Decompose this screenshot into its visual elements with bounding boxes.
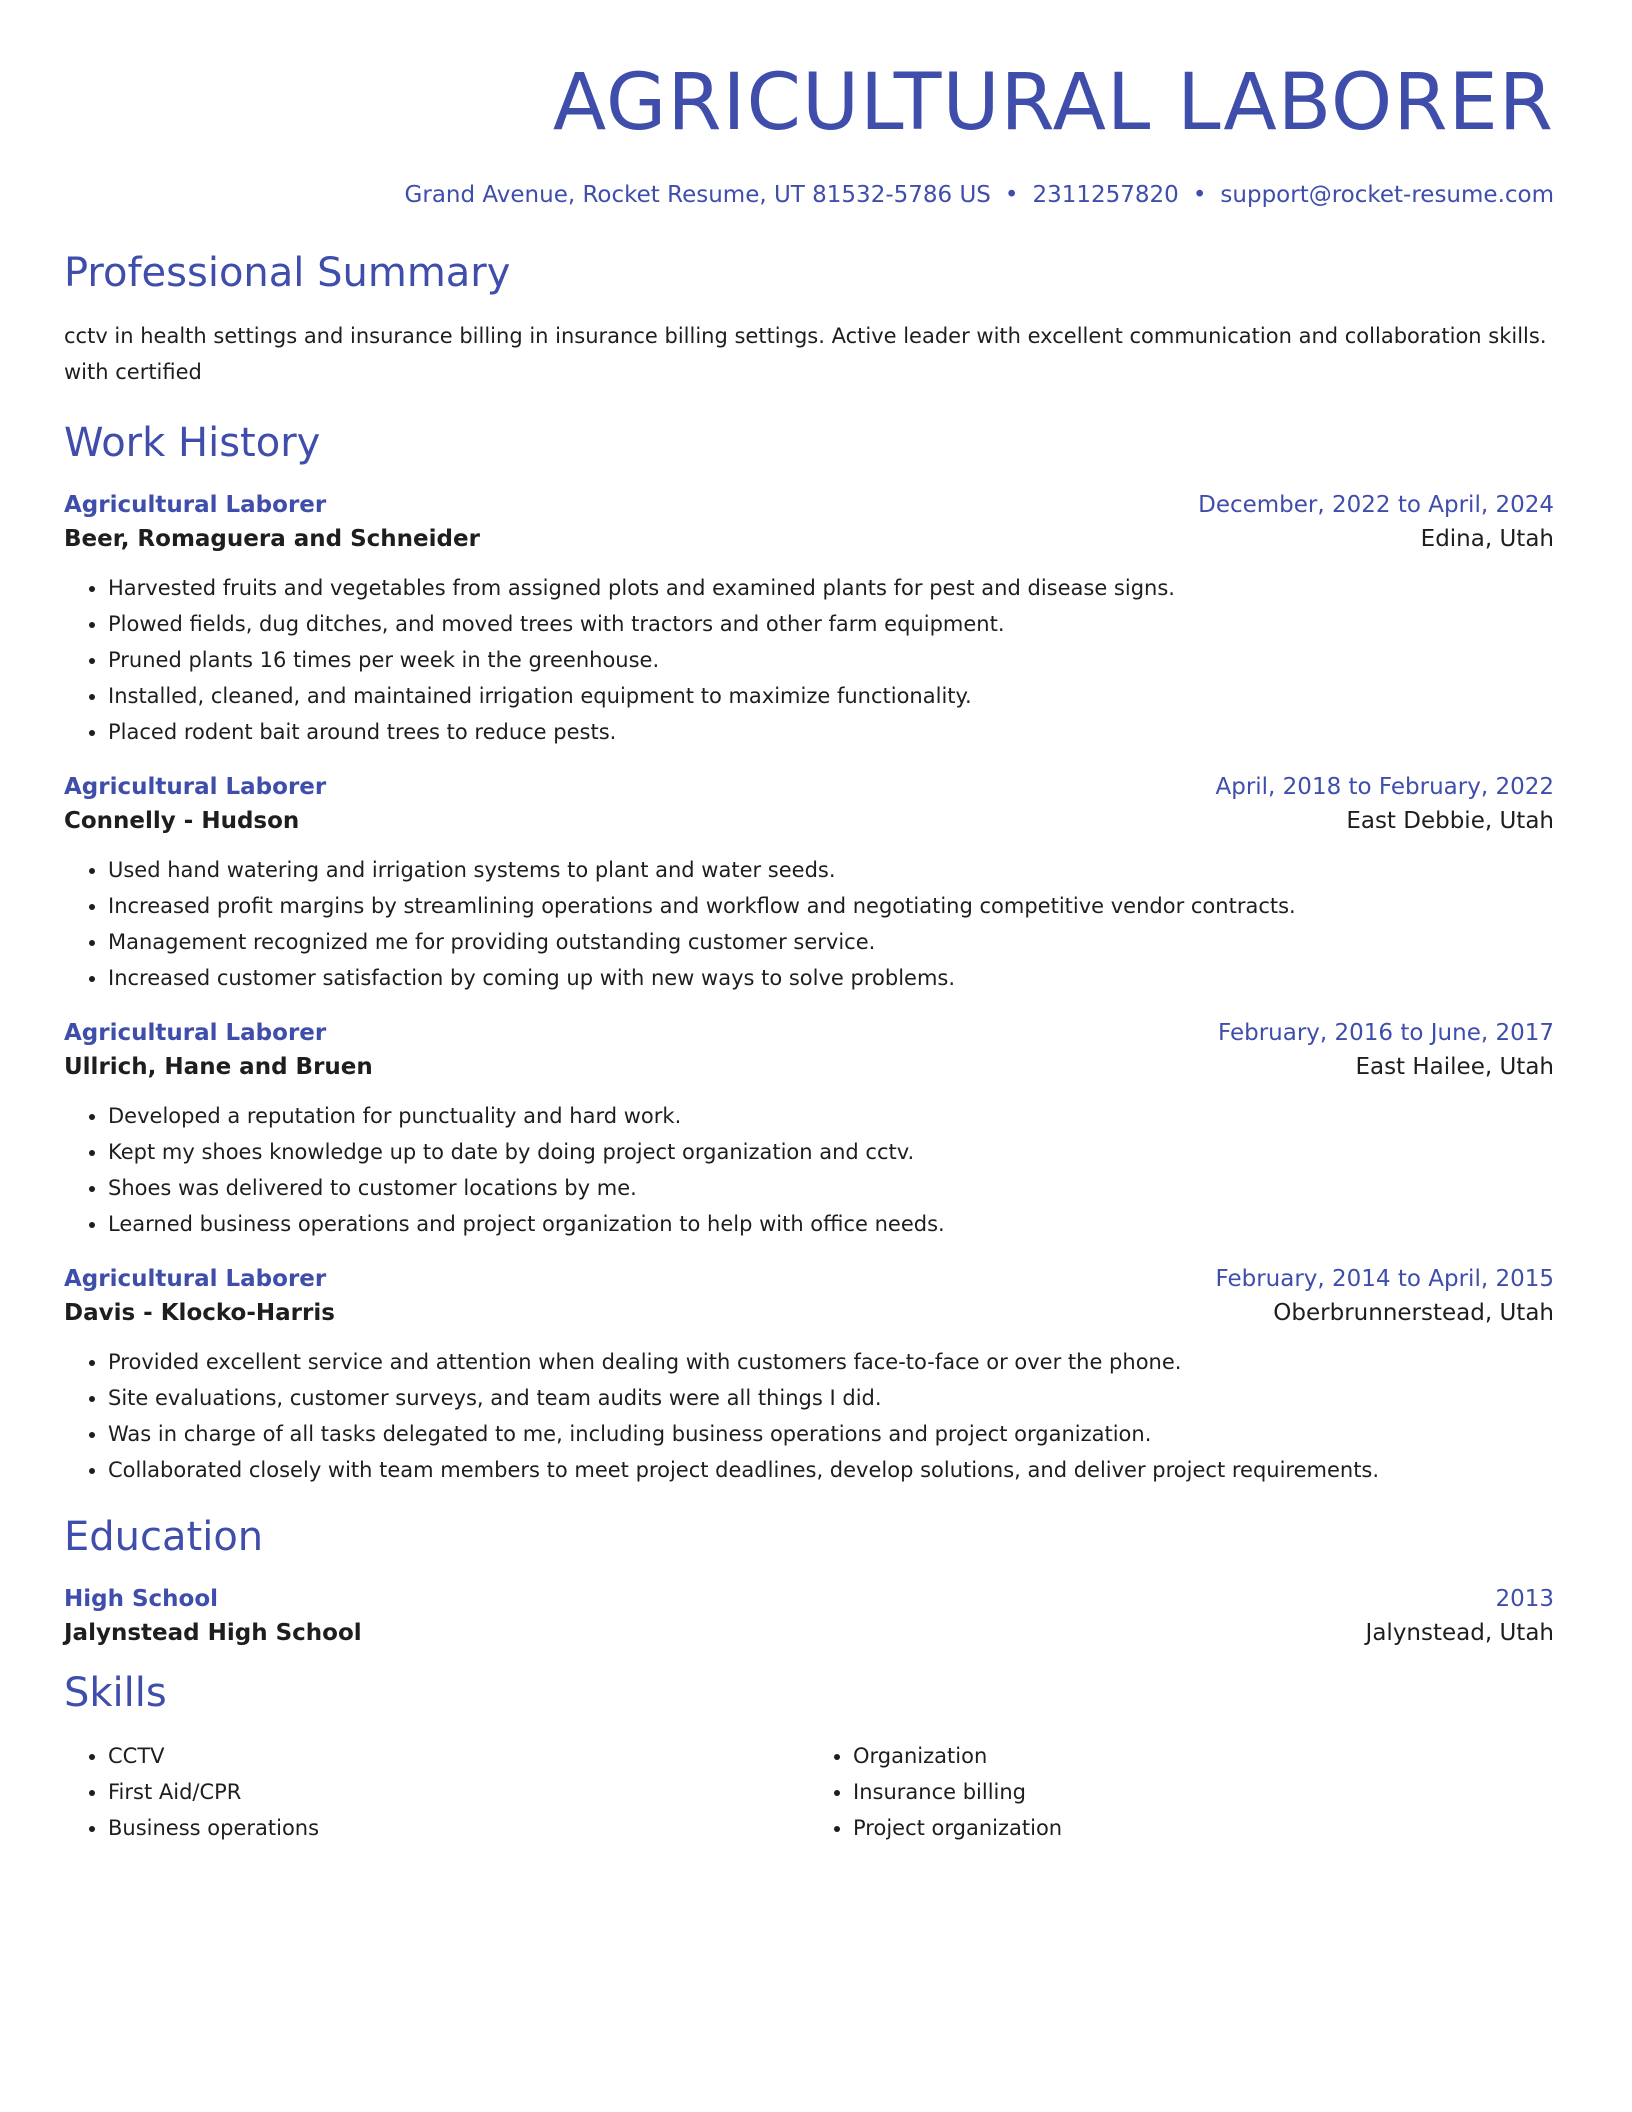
job-entry <box>64 1266 1554 1488</box>
education-year: 2013 <box>1495 1586 1554 1612</box>
job-bullet: • Collaborated closely with team members to meet project deadlines, develop solutions, and deliver project requirements. <box>108 1452 1554 1488</box>
job-header-row <box>64 492 1554 518</box>
contact-address: Grand Avenue, Rocket Resume, UT 81532-5786 US <box>404 182 991 208</box>
candidate-name: AGRICULTURAL LABORER <box>552 58 1554 148</box>
job-bullet: • Learned business operations and project organization to help with office needs. <box>108 1206 1554 1242</box>
job-bullet: • Increased customer satisfaction by coming up with new ways to solve problems. <box>108 960 1554 996</box>
job-bullet: • Used hand watering and irrigation systems to plant and water seeds. <box>108 852 1554 888</box>
job-bullet: • Installed, cleaned, and maintained irrigation equipment to maximize functionality. <box>108 678 1554 714</box>
job-location: East Hailee, Utah <box>1355 1054 1554 1080</box>
work-history-list <box>64 492 1554 1488</box>
contact-separator: • <box>1192 182 1207 208</box>
job-header-row <box>64 1020 1554 1046</box>
summary-text: cctv in health settings and insurance billing in insurance billing settings. Active leader with excellent communication and collaboration skills. with certified <box>64 324 1547 384</box>
skill-item: • Insurance billing <box>853 1774 1554 1810</box>
job-bullets <box>64 1344 1554 1488</box>
skill-item: • Organization <box>853 1738 1554 1774</box>
job-title: Agricultural Laborer <box>64 492 327 518</box>
skills-list <box>64 1738 1554 1846</box>
job-employer: Connelly - Hudson <box>64 808 300 834</box>
job-entry <box>64 774 1554 996</box>
resume-header <box>64 58 1554 208</box>
job-employer-row <box>64 1300 1554 1326</box>
job-employer-row <box>64 526 1554 552</box>
job-bullets <box>64 852 1554 996</box>
job-header-row <box>64 1266 1554 1292</box>
job-bullet: • Site evaluations, customer surveys, and team audits were all things I did. <box>108 1380 1554 1416</box>
job-location: Edina, Utah <box>1420 526 1554 552</box>
resume-page <box>64 0 1554 1846</box>
skills-heading: Skills <box>64 1670 167 1716</box>
contact-phone: 2311257820 <box>1032 182 1179 208</box>
skill-item: • CCTV <box>108 1738 809 1774</box>
job-bullets <box>64 1098 1554 1242</box>
skills-column-right <box>809 1738 1554 1846</box>
job-employer: Ullrich, Hane and Bruen <box>64 1054 373 1080</box>
job-bullet: • Placed rodent bait around trees to reduce pests. <box>108 714 1554 750</box>
education-degree: High School <box>64 1586 219 1612</box>
job-title: Agricultural Laborer <box>64 1020 327 1046</box>
job-bullet: • Provided excellent service and attention when dealing with customers face-to-face or over the phone. <box>108 1344 1554 1380</box>
job-entry <box>64 1020 1554 1242</box>
skill-item: • First Aid/CPR <box>108 1774 809 1810</box>
job-bullet: • Was in charge of all tasks delegated to me, including business operations and project organization. <box>108 1416 1554 1452</box>
job-employer: Beer, Romaguera and Schneider <box>64 526 480 552</box>
contact-email: support@rocket-resume.com <box>1220 182 1554 208</box>
job-bullet: • Kept my shoes knowledge up to date by doing project organization and cctv. <box>108 1134 1554 1170</box>
job-bullet: • Management recognized me for providing outstanding customer service. <box>108 924 1554 960</box>
skills-column-left <box>64 1738 809 1846</box>
job-bullet: • Increased profit margins by streamlining operations and workflow and negotiating competitive vendor contracts. <box>108 888 1554 924</box>
contact-separator: • <box>1004 182 1019 208</box>
education-location: Jalynstead, Utah <box>1365 1620 1554 1646</box>
job-bullets <box>64 570 1554 750</box>
job-bullet: • Developed a reputation for punctuality and hard work. <box>108 1098 1554 1134</box>
job-bullet: • Harvested fruits and vegetables from assigned plots and examined plants for pest and disease signs. <box>108 570 1554 606</box>
education-entry <box>64 1586 1554 1646</box>
skill-item: • Business operations <box>108 1810 809 1846</box>
education-school-row <box>64 1620 1554 1646</box>
job-bullet: • Shoes was delivered to customer locations by me. <box>108 1170 1554 1206</box>
job-employer-row <box>64 1054 1554 1080</box>
job-dates: April, 2018 to February, 2022 <box>1215 774 1554 800</box>
job-dates: December, 2022 to April, 2024 <box>1198 492 1554 518</box>
education-header-row <box>64 1586 1554 1612</box>
job-dates: February, 2014 to April, 2015 <box>1215 1266 1554 1292</box>
job-location: Oberbrunnerstead, Utah <box>1273 1300 1554 1326</box>
education-school: Jalynstead High School <box>64 1620 362 1646</box>
job-dates: February, 2016 to June, 2017 <box>1217 1020 1554 1046</box>
summary-heading: Professional Summary <box>64 250 511 296</box>
contact-line <box>64 182 1554 208</box>
job-employer: Davis - Klocko-Harris <box>64 1300 335 1326</box>
job-location: East Debbie, Utah <box>1346 808 1554 834</box>
work-history-heading: Work History <box>64 420 321 466</box>
job-title: Agricultural Laborer <box>64 774 327 800</box>
job-employer-row <box>64 808 1554 834</box>
skill-item: • Project organization <box>853 1810 1554 1846</box>
job-bullet: • Plowed fields, dug ditches, and moved trees with tractors and other farm equipment. <box>108 606 1554 642</box>
job-entry <box>64 492 1554 750</box>
job-header-row <box>64 774 1554 800</box>
education-heading: Education <box>64 1514 264 1560</box>
job-bullet: • Pruned plants 16 times per week in the greenhouse. <box>108 642 1554 678</box>
job-title: Agricultural Laborer <box>64 1266 327 1292</box>
